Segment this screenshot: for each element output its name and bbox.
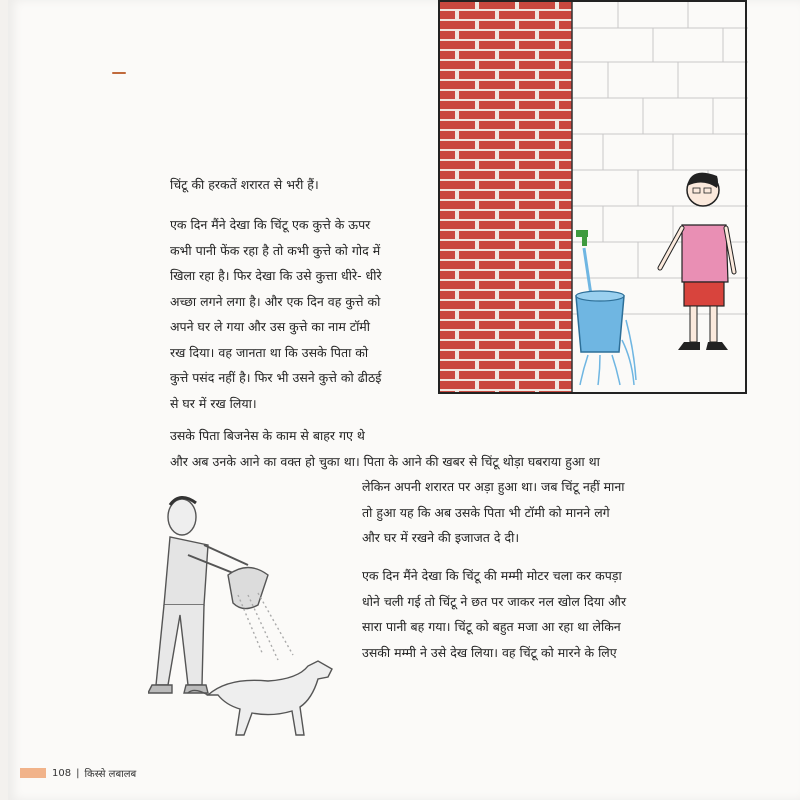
text-line: चिंटू की हरकतें शरारत से भरी हैं।	[170, 177, 319, 192]
text-line: अच्छा लगने लगा है। और एक दिन वह कुत्ते को	[170, 293, 381, 309]
footer-color-bar	[20, 768, 46, 778]
paragraph-4	[362, 563, 626, 665]
paragraph-2	[170, 212, 382, 416]
book-page	[8, 0, 800, 800]
book-title: किस्से लबालब	[84, 769, 137, 780]
text-line: कभी पानी फेंक रहा है तो कभी कुत्ते को गोद में	[170, 242, 381, 258]
text-line: लेकिन अपनी शरारत पर अड़ा हुआ था। जब चिंटू नहीं माना	[362, 479, 625, 494]
text-line: तो हुआ यह कि अब उसके पिता भी टॉमी को मानने लगे	[362, 504, 610, 520]
paragraph-3	[170, 423, 625, 551]
text-line: खिला रहा है। फिर देखा कि उसे कुत्ता धीरे- धीरे	[170, 268, 382, 283]
text-line: सारा पानी बह गया। चिंटू को बहुत मजा आ रहा था लेकिन	[362, 619, 621, 634]
text-line: से घर में रख लिया।	[170, 395, 257, 411]
brick-column	[440, 2, 572, 392]
text-line: एक दिन मैंने देखा कि चिंटू की मम्मी मोटर चला कर कपड़ा	[362, 568, 622, 583]
text-line: उसके पिता बिजनेस के काम से बाहर गए थे	[170, 428, 365, 443]
text-line: धोने चली गई तो चिंटू ने छत पर जाकर नल खोल दिया और	[362, 593, 627, 609]
text-line: रख दिया। वह जानता था कि उसके पिता को	[170, 344, 369, 360]
text-line: और अब उनके आने का वक्त हो चुका था। पिता के आने की खबर से चिंटू थोड़ा घबराया हुआ था	[170, 453, 600, 469]
ink-smudge	[112, 72, 126, 74]
text-line: और घर में रखने की इजाजत दे दी।	[362, 530, 520, 545]
text-line: कुत्ते पसंद नहीं है। फिर भी उसने कुत्ते को ढीठई	[170, 370, 382, 385]
page-footer	[20, 766, 136, 780]
footer-separator: |	[76, 767, 80, 779]
paragraph-1	[170, 172, 319, 198]
brick-wall-illustration	[438, 0, 748, 395]
text-line: उसकी मम्मी ने उसे देख लिया। वह चिंटू को मारने के लिए	[362, 644, 617, 660]
text-line: अपने घर ले गया और उस कुत्ते का नाम टॉमी	[170, 319, 371, 334]
bucket-icon	[576, 291, 624, 352]
page-number: 108	[52, 767, 72, 779]
text-line: एक दिन मैंने देखा कि चिंटू एक कुत्ते के ऊपर	[170, 217, 371, 232]
